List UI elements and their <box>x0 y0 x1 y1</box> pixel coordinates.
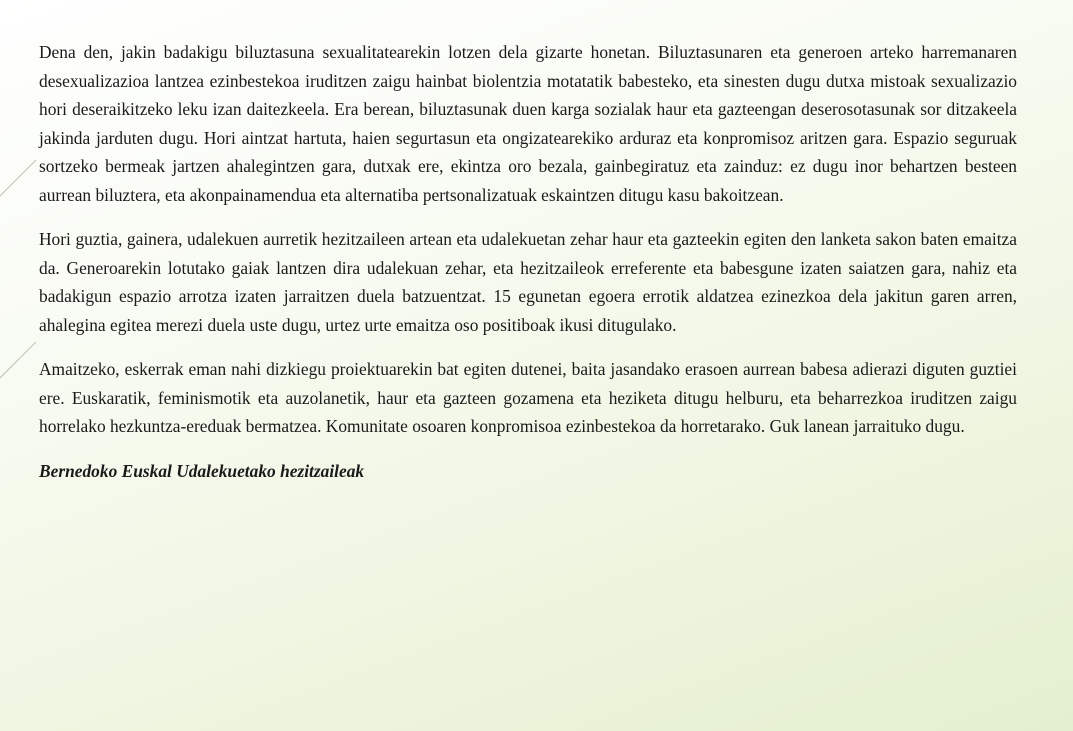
document-body <box>39 38 1017 485</box>
paragraph-1: Dena den, jakin badakigu biluztasuna sexualitatearekin lotzen dela gizarte honetan. Biluztasunaren eta generoen arteko harremanaren desexualizazioa lantzea ezinbestekoa iruditzen zaigu hainbat biolentzia motatatik babesteko, eta sinesten dugu dutxa mistoak sexualizazio hori deseraikitzeko leku izan daitezkeela. Era berean, biluztasunak duen karga sozialak haur eta gazteengan deserosotasunak sor ditzakeela jakinda jarduten dugu. Hori aintzat hartuta, haien segurtasun eta ongizatearekiko arduraz eta konpromisoz aritzen gara. Espazio seguruak sortzeko bermeak jartzen ahalegintzen gara, dutxak ere, ekintza oro bezala, gainbegiratuz eta zainduz: ez dugu inor behartzen besteen aurrean biluztera, eta akonpainamendua eta alternatiba pertsonalizatuak eskaintzen ditugu kasu bakoitzean. <box>39 42 1017 205</box>
signature: Bernedoko Euskal Udalekuetako hezitzaileak <box>39 460 365 481</box>
paragraph-2: Hori guztia, gainera, udalekuen aurretik hezitzaileen artean eta udalekuetan zehar haur eta gazteekin egiten den lanketa sakon baten emaitza da. Generoarekin lotutako gaiak lantzen dira udalekuan zehar, eta hezitzaileok erreferente eta babesgune izaten saiatzen gara, nahiz eta badakigun espazio arrotza izaten jarraitzen duela batzuentzat. 15 egunetan egoera errotik aldatzea ezinezkoa dela jakitun garen arren, ahalegina egitea merezi duela uste dugu, urtez urte emaitza oso positiboak ikusi ditugulako. <box>39 229 1017 335</box>
decorative-line-bottom <box>0 342 36 378</box>
decorative-line-top <box>0 160 36 196</box>
paragraph-3: Amaitzeko, eskerrak eman nahi dizkiegu proiektuarekin bat egiten dutenei, baita jasandako erasoen aurrean babesa adierazi diguten guztiei ere. Euskaratik, feminismotik eta auzolanetik, haur eta gazteen gozamena eta heziketa ditugu helburu, eta beharrezkoa iruditzen zaigu horrelako hezkuntza-ereduak bermatzea. Komunitate osoaren konpromisoa ezinbestekoa da horretarako. Guk lanean jarraituko dugu. <box>39 359 1017 436</box>
